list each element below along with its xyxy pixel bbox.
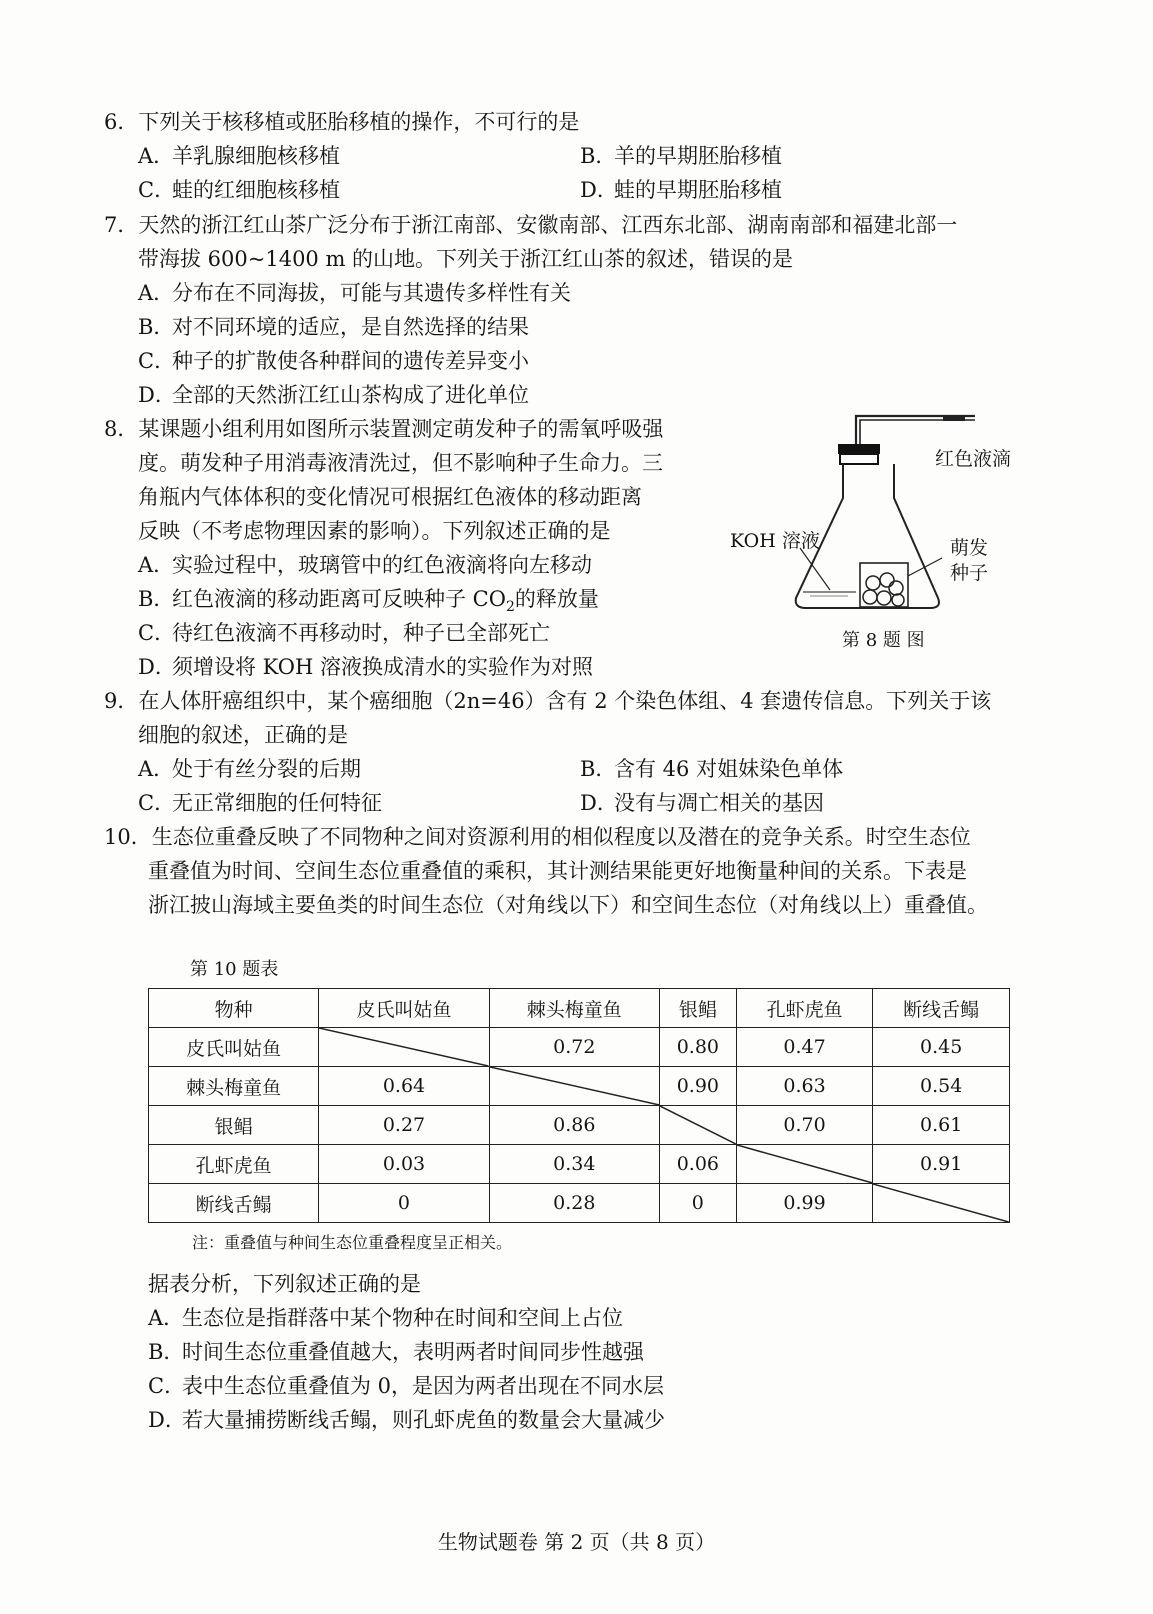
option-key: D．	[138, 383, 176, 407]
table-cell: 0.03	[319, 1145, 489, 1184]
table-caption: 第 10 题表	[190, 959, 279, 980]
seed-label-line1: 萌发	[950, 537, 989, 559]
row-label: 断线舌鳎	[149, 1184, 319, 1223]
niche-overlap-table	[148, 988, 1010, 1223]
q8-option-d[interactable]	[138, 651, 593, 681]
table-cell: 0.70	[736, 1106, 873, 1145]
q9-option-d[interactable]	[580, 787, 824, 817]
row-label: 棘头梅童鱼	[149, 1067, 319, 1106]
seed	[877, 591, 891, 605]
diagonal-cell	[736, 1145, 873, 1184]
option-text: 无正常细胞的任何特征	[172, 791, 382, 815]
q6-stem: 6．下列关于核移植或胚胎移植的操作，不可行的是	[104, 110, 580, 134]
q6-option-d[interactable]	[580, 174, 782, 204]
q7-stem-line1: 7．天然的浙江红山茶广泛分布于浙江南部、安徽南部、江西东北部、湖南南部和福建北部一	[104, 213, 958, 237]
flask-diagram	[730, 408, 1030, 638]
option-key: D．	[148, 1408, 186, 1432]
q10-option-c[interactable]	[148, 1370, 664, 1400]
table-header-row	[149, 989, 1010, 1028]
table-row	[149, 1067, 1010, 1106]
table-header-cell: 物种	[149, 989, 319, 1028]
page-footer: 生物试题卷 第 2 页（共 8 页）	[437, 1530, 716, 1554]
q7-option-b[interactable]	[138, 311, 529, 341]
option-key: D．	[580, 178, 618, 202]
koh-pointer	[800, 548, 830, 590]
q9-stem-line1: 9．在人体肝癌组织中，某个癌细胞（2n=46）含有 2 个染色体组、4 套遗传信息。下列关于该	[104, 689, 992, 713]
table-cell: 0	[659, 1184, 736, 1223]
stopper-top	[838, 444, 880, 454]
option-text: 羊的早期胚胎移植	[614, 144, 782, 168]
option-key: C．	[138, 349, 176, 373]
option-key: C．	[138, 791, 176, 815]
option-key: D．	[580, 791, 618, 815]
option-key: C．	[148, 1374, 186, 1398]
seed	[863, 590, 877, 604]
q7-option-a[interactable]	[138, 277, 571, 307]
table-cell: 0.06	[659, 1145, 736, 1184]
q10-prompt: 据表分析，下列叙述正确的是	[148, 1272, 421, 1296]
q8-stem-line4: 反映（不考虑物理因素的影响）。下列叙述正确的是	[138, 519, 611, 543]
option-text: 时间生态位重叠值越大，表明两者时间同步性越强	[182, 1340, 644, 1364]
stopper-bottom	[840, 454, 878, 464]
table-header-cell: 孔虾虎鱼	[736, 989, 873, 1028]
q7-stem-line2: 带海拔 600~1400 m 的山地。下列关于浙江红山茶的叙述，错误的是	[138, 247, 794, 271]
seed	[880, 573, 894, 587]
table-row	[149, 1184, 1010, 1223]
q8-stem-line1: 8．某课题小组利用如图所示装置测定萌发种子的需氧呼吸强	[104, 417, 664, 441]
q7-option-d[interactable]	[138, 379, 529, 409]
option-text: 待红色液滴不再移动时，种子已全部死亡	[172, 621, 550, 645]
table-cell: 0.99	[736, 1184, 873, 1223]
table-cell: 0.28	[489, 1184, 659, 1223]
q8-option-b[interactable]	[138, 583, 599, 615]
option-text: 分布在不同海拔，可能与其遗传多样性有关	[172, 281, 571, 305]
q7-option-c[interactable]	[138, 345, 529, 375]
table-row	[149, 1106, 1010, 1145]
q9-stem-line2: 细胞的叙述，正确的是	[138, 723, 348, 747]
option-key: C．	[138, 621, 176, 645]
table-header-cell: 断线舌鳎	[873, 989, 1010, 1028]
option-key: A．	[138, 757, 175, 781]
row-label: 皮氏叫姑鱼	[149, 1028, 319, 1067]
table-cell: 0.91	[873, 1145, 1010, 1184]
table-cell: 0.27	[319, 1106, 489, 1145]
seed	[866, 576, 880, 590]
q10-stem-line2: 重叠值为时间、空间生态位重叠值的乘积，其计测结果能更好地衡量种间的关系。下表是	[148, 859, 967, 883]
option-text: 的释放量	[514, 587, 599, 611]
q8-option-a[interactable]	[138, 549, 592, 579]
option-text: 生态位是指群落中某个物种在时间和空间上占位	[182, 1306, 623, 1330]
q9-option-b[interactable]	[580, 753, 843, 783]
option-text: 表中生态位重叠值为 0，是因为两者出现在不同水层	[182, 1374, 665, 1398]
seed-label-line2: 种子	[950, 562, 989, 584]
option-text: 蛙的早期胚胎移植	[614, 178, 782, 202]
q8-option-c[interactable]	[138, 617, 550, 647]
table-cell: 0.72	[489, 1028, 659, 1067]
option-key: B．	[138, 315, 175, 339]
diagonal-cell	[659, 1106, 736, 1145]
diagonal-cell	[873, 1184, 1010, 1223]
row-label: 孔虾虎鱼	[149, 1145, 319, 1184]
option-text: 羊乳腺细胞核移植	[172, 144, 340, 168]
subscript: 2	[505, 599, 515, 616]
table-cell: 0.61	[873, 1106, 1010, 1145]
table-header-cell: 银鲳	[659, 989, 736, 1028]
table-cell: 0.34	[489, 1145, 659, 1184]
diagonal-cell	[489, 1067, 659, 1106]
option-text: 红色液滴的移动距离可反映种子 CO	[172, 587, 506, 611]
option-key: B．	[580, 144, 617, 168]
option-key: A．	[138, 144, 175, 168]
q10-stem-line1: 10．生态位重叠反映了不同物种之间对资源利用的相似程度以及潜在的竞争关系。时空生态位	[104, 825, 971, 849]
q6-option-b[interactable]	[580, 140, 782, 170]
table-header-cell: 棘头梅童鱼	[489, 989, 659, 1028]
q10-option-a[interactable]	[148, 1302, 623, 1332]
option-text: 蛙的红细胞核移植	[172, 178, 340, 202]
seed	[892, 594, 904, 606]
option-key: D．	[138, 655, 176, 679]
table-cell: 0.80	[659, 1028, 736, 1067]
option-text: 实验过程中，玻璃管中的红色液滴将向左移动	[172, 553, 592, 577]
seed-pointer	[908, 558, 942, 576]
table-cell: 0.63	[736, 1067, 873, 1106]
row-label: 银鲳	[149, 1106, 319, 1145]
table-row	[149, 1028, 1010, 1067]
option-key: B．	[138, 587, 175, 611]
option-text: 种子的扩散使各种群间的遗传差异变小	[172, 349, 529, 373]
red-droplet-label: 红色液滴	[935, 448, 1012, 470]
option-key: A．	[148, 1306, 185, 1330]
seed	[889, 581, 903, 595]
red-droplet	[943, 416, 965, 421]
table-cell: 0.45	[873, 1028, 1010, 1067]
option-key: B．	[148, 1340, 185, 1364]
table-note: 注：重叠值与种间生态位重叠程度呈正相关。	[192, 1233, 513, 1252]
option-key: A．	[138, 553, 175, 577]
q9-option-c[interactable]	[138, 787, 382, 817]
q10-stem-line3: 浙江披山海域主要鱼类的时间生态位（对角线以下）和空间生态位（对角线以上）重叠值。	[148, 893, 988, 917]
table-cell: 0.47	[736, 1028, 873, 1067]
q8-stem-line2: 度。萌发种子用消毒液清洗过，但不影响种子生命力。三	[138, 451, 663, 475]
option-text: 没有与凋亡相关的基因	[614, 791, 824, 815]
option-text: 若大量捕捞断线舌鳎，则孔虾虎鱼的数量会大量减少	[182, 1408, 665, 1432]
table-cell: 0	[319, 1184, 489, 1223]
option-text: 处于有丝分裂的后期	[172, 757, 361, 781]
option-text: 含有 46 对姐妹染色单体	[614, 757, 844, 781]
flask-apparatus-figure	[730, 408, 1030, 678]
option-text: 全部的天然浙江红山茶构成了进化单位	[172, 383, 529, 407]
seed-cup	[860, 563, 908, 607]
table-header-cell: 皮氏叫姑鱼	[319, 989, 489, 1028]
table-cell: 0.64	[319, 1067, 489, 1106]
option-text: 对不同环境的适应，是自然选择的结果	[172, 315, 529, 339]
q9-option-a[interactable]	[138, 753, 361, 783]
table-row	[149, 1145, 1010, 1184]
figure-caption: 第 8 题 图	[842, 630, 925, 651]
option-key: A．	[138, 281, 175, 305]
option-text: 须增设将 KOH 溶液换成清水的实验作为对照	[172, 655, 594, 679]
q6-option-a[interactable]	[138, 140, 340, 170]
q6-option-c[interactable]	[138, 174, 340, 204]
q10-option-d[interactable]	[148, 1404, 665, 1434]
q10-option-b[interactable]	[148, 1336, 644, 1366]
koh-label: KOH 溶液	[730, 530, 820, 552]
option-key: B．	[580, 757, 617, 781]
table-cell: 0.54	[873, 1067, 1010, 1106]
table-cell: 0.90	[659, 1067, 736, 1106]
diagonal-cell	[319, 1028, 489, 1067]
option-key: C．	[138, 178, 176, 202]
table-cell: 0.86	[489, 1106, 659, 1145]
q8-stem-line3: 角瓶内气体体积的变化情况可根据红色液体的移动距离	[138, 485, 642, 509]
